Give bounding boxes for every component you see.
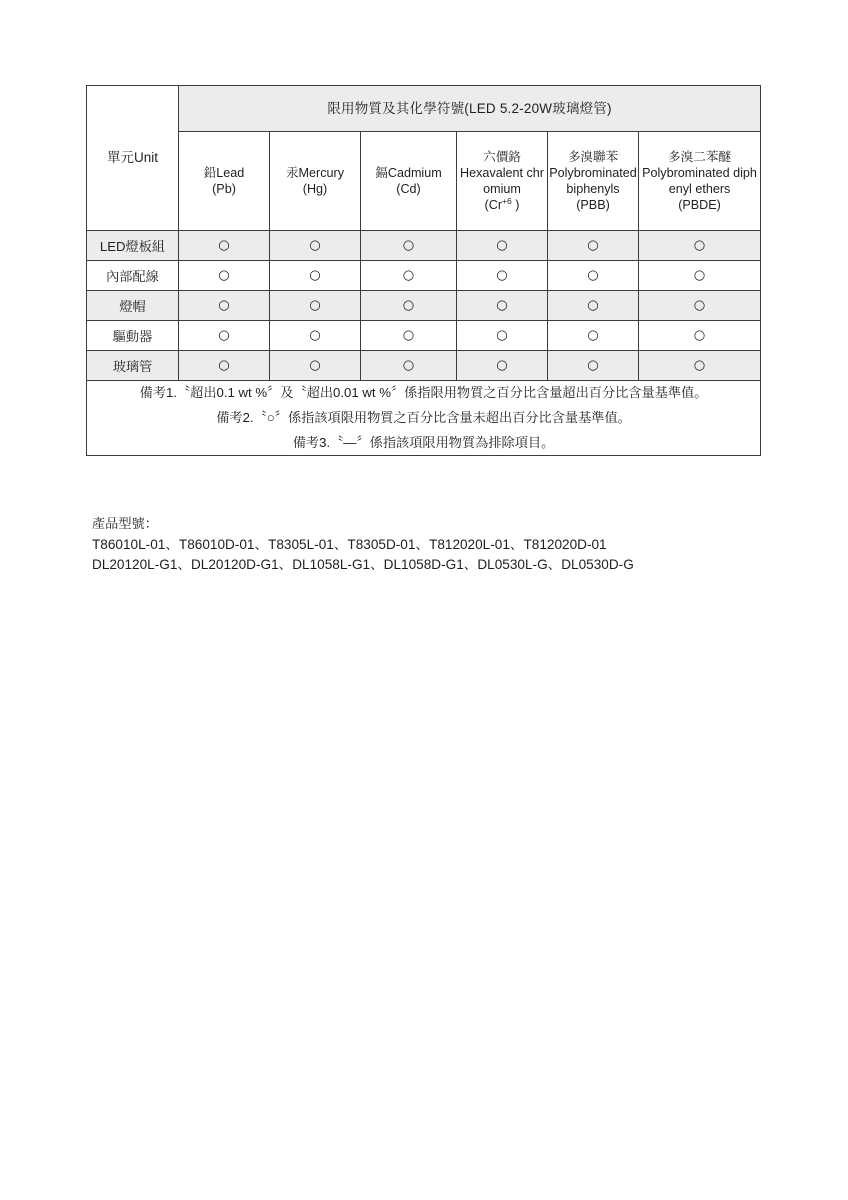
cell-value: ○ <box>548 291 639 321</box>
product-models-title: 產品型號： <box>92 516 158 531</box>
header-substance-hexavalent-chromium <box>457 132 548 231</box>
table-row <box>87 261 761 291</box>
product-models-line-2: DL20120L-G1、DL20120D-G1、DL1058L-G1、DL1058D-G1、DL0530L-G、DL0530D-G <box>92 557 634 573</box>
table-row <box>87 321 761 351</box>
substance-symbol: (Pb) <box>212 182 236 196</box>
rohs-declaration-table <box>86 85 761 456</box>
header-substance-lead <box>179 132 270 231</box>
table-row <box>87 291 761 321</box>
cell-value: ○ <box>361 291 457 321</box>
cell-value: ○ <box>548 321 639 351</box>
substance-symbol: (PBB) <box>576 198 610 213</box>
table-header-row-substances <box>87 132 761 231</box>
cell-value: ○ <box>270 261 361 291</box>
header-unit-cell: 單元Unit <box>87 86 179 231</box>
note-1: 備考1.〝超出0.1 wt %〞及〝超出0.01 wt %〞係指限用物質之百分比含量超出百分比含量基準值。 <box>139 385 708 400</box>
table-header-row-group <box>87 86 761 132</box>
header-substance-mercury <box>270 132 361 231</box>
cell-value: ○ <box>361 261 457 291</box>
cell-value: ○ <box>639 321 761 351</box>
cell-value: ○ <box>548 231 639 261</box>
substance-name-cn: 六價鉻 <box>483 149 521 164</box>
table-notes-row <box>87 381 761 456</box>
substance-name-cn: 汞Mercury <box>285 165 345 180</box>
substance-symbol: (Hg) <box>302 182 328 196</box>
header-group-title: 限用物質及其化學符號(LED 5.2-20W玻璃燈管) <box>179 86 761 132</box>
cell-value: ○ <box>270 351 361 381</box>
cell-value: ○ <box>270 321 361 351</box>
substance-symbol: (PBDE) <box>678 198 721 213</box>
row-unit-label: LED燈板組 <box>87 231 179 261</box>
cell-value: ○ <box>270 231 361 261</box>
header-substance-cadmium <box>361 132 457 231</box>
substance-name-en: Hexavalent chromium <box>460 165 544 196</box>
cell-value: ○ <box>639 261 761 291</box>
cell-value: ○ <box>457 321 548 351</box>
cell-value: ○ <box>179 261 270 291</box>
cell-value: ○ <box>179 291 270 321</box>
symbol-superscript: +6 <box>502 195 512 206</box>
cell-value: ○ <box>457 261 548 291</box>
product-models-line-1: T86010L-01、T86010D-01、T8305L-01、T8305D-01、T812020L-01、T812020D-01 <box>92 536 607 552</box>
note-2: 備考2.〝○〞係指該項限用物質之百分比含量未超出百分比含量基準值。 <box>216 409 631 425</box>
cell-value: ○ <box>639 291 761 321</box>
note-3: 備考3.〝—〞係指該項限用物質為排除項目。 <box>292 434 555 450</box>
header-substance-pbb <box>548 132 639 231</box>
substance-name-cn: 鉛Lead <box>203 165 245 180</box>
row-unit-label: 驅動器 <box>87 321 179 351</box>
cell-value: ○ <box>361 321 457 351</box>
cell-value: ○ <box>270 291 361 321</box>
substance-name-cn: 鎘Cadmium <box>375 165 442 180</box>
row-unit-label: 燈帽 <box>87 291 179 321</box>
cell-value: ○ <box>361 231 457 261</box>
row-unit-label: 玻璃管 <box>87 351 179 381</box>
cell-value: ○ <box>361 351 457 381</box>
notes-container <box>87 381 761 456</box>
cell-value: ○ <box>457 231 548 261</box>
symbol-prefix: (Cr <box>484 198 503 213</box>
row-unit-label: 內部配線 <box>87 261 179 291</box>
substance-name-cn: 多溴聯苯 <box>567 149 619 164</box>
cell-value: ○ <box>548 261 639 291</box>
substance-symbol <box>457 197 547 213</box>
header-substance-pbde <box>639 132 761 231</box>
cell-value: ○ <box>179 351 270 381</box>
cell-value: ○ <box>639 231 761 261</box>
cell-value: ○ <box>639 351 761 381</box>
table-row <box>87 351 761 381</box>
cell-value: ○ <box>457 351 548 381</box>
cell-value: ○ <box>179 321 270 351</box>
substance-name-cn: 多溴二苯醚 <box>668 149 732 164</box>
substance-symbol: (Cd) <box>396 182 421 196</box>
cell-value: ○ <box>457 291 548 321</box>
product-models-block <box>92 514 772 576</box>
symbol-suffix: ) <box>511 198 520 213</box>
table-row <box>87 231 761 261</box>
cell-value: ○ <box>548 351 639 381</box>
substance-name-en: Polybrominated diphenyl ethers <box>642 165 757 196</box>
substance-name-en: Polybrominated biphenyls <box>549 165 637 196</box>
cell-value: ○ <box>179 231 270 261</box>
